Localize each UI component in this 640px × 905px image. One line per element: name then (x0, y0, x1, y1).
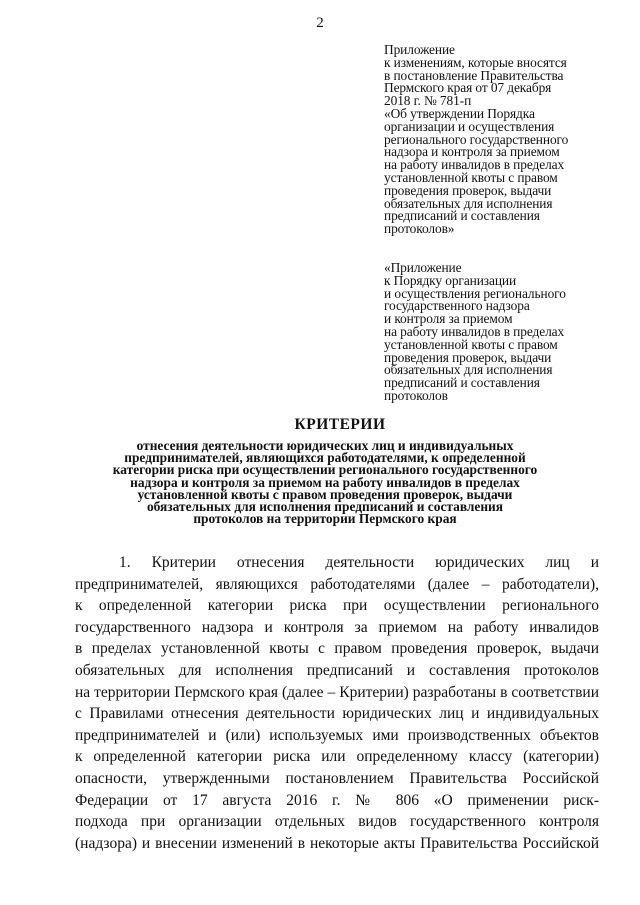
subtitle-line: предпринимателей, являющихся работодателями, к определенной (124, 450, 526, 466)
annex-line: «Об утверждении Порядка (384, 105, 535, 121)
body-line: к определенной категории риска или определенному классу (категории) (75, 748, 599, 766)
annex-line: «Приложение (384, 260, 462, 275)
annex-changes-header (384, 44, 624, 236)
annex-line: организации и осуществления (384, 118, 555, 134)
page-number: 2 (316, 15, 324, 31)
document-title: КРИТЕРИИ (294, 416, 386, 433)
annex-line: предписаний и составления (384, 208, 540, 224)
annex-line: и контроля за приемом (384, 311, 513, 327)
annex-line: на работу инвалидов в пределах (384, 323, 565, 339)
body-line: предпринимателей и (или) используемых ими производственных объектов (75, 726, 599, 744)
annex-line: предписаний и составления (384, 375, 540, 391)
annex-line: обязательных для исполнения (384, 195, 553, 211)
body-line: подхода при организации отдельных видов государственного контроля (75, 813, 599, 831)
body-paragraph (75, 552, 599, 854)
annex-line: проведения проверок, выдачи (384, 182, 552, 198)
subtitle-line: установленной квоты с правом проведения проверок, выдачи (137, 486, 513, 502)
annex-line: 2018 г. № 781-п (384, 93, 472, 109)
annex-line: надзора и контроля за приемом (384, 144, 560, 160)
annex-line: в постановление Правительства (384, 67, 564, 83)
document-subtitle (90, 440, 560, 525)
annex-line: государственного надзора (384, 298, 530, 314)
body-line: (надзора) и внесении изменений в некоторые акты Правительства Российской (75, 834, 599, 852)
annex-line: установленной квоты с правом (384, 169, 558, 185)
annex-line: и осуществления регионального (384, 285, 566, 301)
annex-line: протоколов (384, 387, 448, 403)
subtitle-line: категории риска при осуществлении регионального государственного (112, 462, 538, 478)
body-line: предпринимателей, являющихся работодателями (далее – работодатели), (75, 575, 599, 593)
subtitle-line: протоколов на территории Пермского края (193, 511, 457, 527)
body-line: обязательных для исполнения предписаний и составления протоколов (75, 661, 599, 679)
subtitle-line: надзора и контроля за приемом на работу инвалидов в пределах (130, 474, 520, 490)
body-line: в пределах установленной квоты с правом проведения проверок, выдачи (75, 640, 599, 658)
annex-line: на работу инвалидов в пределах (384, 157, 565, 173)
body-line: с Правилами отнесения деятельности юридических лиц и индивидуальных (75, 705, 599, 723)
annex-line: проведения проверок, выдачи (384, 349, 552, 365)
body-line: Федерации от 17 августа 2016 г. № 806 «О применении риск- (75, 791, 599, 809)
subtitle-line: обязательных для исполнения предписаний и составления (146, 499, 504, 515)
subtitle-line: отнесения деятельности юридических лиц и индивидуальных (136, 438, 514, 453)
annex-line: Приложение (384, 42, 455, 57)
annex-line: протоколов» (384, 221, 455, 237)
body-line: опасности, утвержденными постановлением Правительства Российской (75, 769, 599, 787)
annex-procedure-header (384, 262, 624, 403)
annex-line: установленной квоты с правом (384, 336, 558, 352)
body-line: к определенной категории риска при осуществлении регионального (75, 597, 599, 615)
body-line: 1. Критерии отнесения деятельности юридических лиц и (119, 554, 599, 571)
annex-line: регионального государственного (384, 131, 569, 147)
annex-line: Пермского края от 07 декабря (384, 80, 552, 96)
annex-line: к Порядку организации (384, 272, 517, 288)
annex-line: обязательных для исполнения (384, 362, 553, 378)
annex-line: к изменениям, которые вносятся (384, 54, 567, 70)
body-line: государственного надзора и контроля за приемом на работу инвалидов (75, 618, 599, 636)
body-line: на территории Пермского края (далее – Критерии) разработаны в соответствии (75, 683, 599, 701)
